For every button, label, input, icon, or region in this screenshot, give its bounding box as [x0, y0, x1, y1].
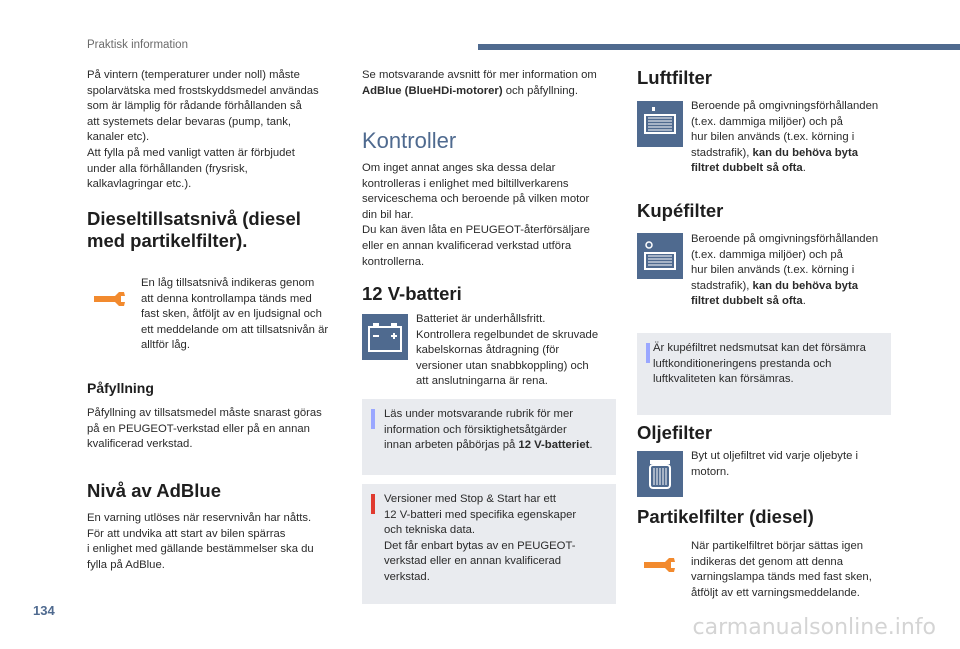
bold-text: kan du behöva byta [752, 146, 858, 159]
text-line: att denna kontrollampa tänds med [141, 292, 312, 305]
text-line [362, 84, 622, 100]
text-line: varningslampa tänds med fast sken, [691, 571, 872, 584]
text-line: att anslutningarna är rena. [416, 375, 548, 388]
text-line [384, 438, 608, 454]
kontroller-text [362, 161, 622, 270]
text-line [691, 146, 891, 162]
wrench-warning-icon [641, 556, 677, 574]
text-line: luftkvaliteten kan försämras. [653, 373, 794, 386]
page-number: 134 [33, 603, 55, 618]
heading-line: med partikelfilter). [87, 230, 248, 251]
battery-icon [362, 314, 408, 360]
text-span: innan arbeten påbörjas på [384, 439, 519, 452]
info-note-battery [362, 399, 616, 475]
kupefilter-text [691, 232, 891, 310]
text-line: motorn. [691, 465, 730, 478]
text-line: åtföljt av ett varningsmeddelande. [691, 586, 860, 599]
text-line: Läs under motsvarande rubrik för mer [384, 408, 573, 420]
text-line: Beroende på omgivningsförhållanden [691, 233, 879, 245]
text-line: din bil har. [362, 208, 414, 221]
partikelfilter-text [691, 539, 891, 601]
text-line: kontrolleras i enlighet med biltillverkarens [362, 177, 569, 190]
text-line: 12 V-batteri med specifika egenskaper [384, 508, 577, 521]
text-line: att systemets delar bevaras (pump, tank, [87, 115, 292, 128]
bold-text: AdBlue (BlueHDi-motorer) [362, 84, 503, 97]
text-line: spolarvätska med frostskyddsmedel användas [87, 84, 319, 97]
warning-note-battery [362, 484, 616, 604]
text-line: Du kan även låta en PEUGEOT-återförsäljare [362, 224, 590, 237]
text-line [691, 161, 891, 177]
refill-text [87, 406, 352, 453]
text-line: Se motsvarande avsnitt för mer information om [362, 69, 597, 81]
bold-text: filtret dubbelt så ofta [691, 295, 803, 308]
text-span: . [802, 295, 806, 308]
oljefilter-text [691, 449, 891, 480]
info-note-kupefilter [637, 333, 891, 415]
text-line: Påfyllning av tillsatsmedel måste snarast göras [87, 407, 322, 419]
cabin-filter-icon [637, 233, 683, 279]
diesel-heading [87, 208, 301, 252]
text-line: indikeras det genom att denna [691, 555, 843, 568]
header-bar [478, 44, 960, 50]
text-line: luftkonditioneringens prestanda och [653, 357, 832, 370]
text-line [691, 279, 891, 295]
text-line: i enlighet med gällande bestämmelser ska du [87, 543, 314, 556]
text-line: En låg tillsatsnivå indikeras genom [141, 277, 315, 289]
text-line: ett meddelande om att tillsatsnivån är [141, 323, 329, 336]
text-line: Byt ut oljefiltret vid varje oljebyte i [691, 450, 859, 462]
text-line: Batteriet är underhållsfritt. [416, 313, 546, 325]
text-line: kabelskornas åtdragning (för [416, 344, 560, 357]
text-span: och påfyllning. [502, 84, 578, 97]
oljefilter-heading: Oljefilter [637, 422, 713, 443]
text-line: Versioner med Stop & Start har ett [384, 493, 557, 505]
text-line: När partikelfiltret börjar sättas igen [691, 540, 864, 552]
luftfilter-text [691, 99, 891, 177]
text-line: Kontrollera regelbundet de skruvade [416, 328, 599, 341]
see-also-text [362, 68, 622, 99]
text-line: kanaler etc). [87, 131, 150, 144]
text-line: fylla på AdBlue. [87, 558, 165, 571]
text-line: Att fylla på med vanligt vatten är förbjudet [87, 146, 295, 159]
text-line: kontrollerna. [362, 255, 425, 268]
text-line: (t.ex. dammiga miljöer) och på [691, 248, 843, 261]
note-text [384, 407, 608, 454]
refill-heading: Påfyllning [87, 380, 154, 396]
air-filter-icon [637, 101, 683, 147]
text-line: alltför låg. [141, 339, 190, 352]
warning-mark-icon [371, 494, 375, 514]
text-line: Är kupéfiltret nedsmutsat kan det försämra [653, 342, 866, 354]
text-line [691, 294, 891, 310]
text-line: fast sken, åtföljt av en ljudsignal och [141, 308, 322, 321]
adblue-text [87, 511, 352, 573]
heading-line: Dieseltillsatsnivå (diesel [87, 208, 301, 229]
text-line: versioner utan snabbkoppling) och [416, 359, 589, 372]
text-line: och tekniska data. [384, 524, 476, 537]
text-line: Beroende på omgivningsförhållanden [691, 100, 879, 112]
text-line: En varning utlöses när reservnivån har nåtts. [87, 512, 312, 524]
section-title: Praktisk information [87, 39, 188, 51]
kupefilter-heading: Kupéfilter [637, 200, 724, 221]
text-line: på en PEUGEOT-verkstad eller på en annan [87, 422, 310, 435]
bold-text: 12 V-batteriet [518, 439, 590, 452]
diesel-text [141, 276, 351, 354]
text-line: För att undvika att start av bilen spärras [87, 527, 286, 540]
battery-text [416, 312, 621, 390]
text-span: stadstrafik), [691, 146, 753, 159]
intro-text [87, 68, 352, 193]
info-mark-icon [371, 409, 375, 429]
kontroller-heading: Kontroller [362, 128, 457, 153]
text-line: information och försiktighetsåtgärder [384, 423, 567, 436]
text-line: Om inget annat anges ska dessa delar [362, 162, 556, 174]
note-text [653, 341, 883, 388]
text-line: eller en annan kvalificerad verkstad utföra [362, 239, 572, 252]
battery-heading: 12 V-batteri [362, 283, 462, 304]
text-line: hur bilen används (t.ex. körning i [691, 264, 855, 277]
luftfilter-heading: Luftfilter [637, 67, 713, 88]
text-line: hur bilen används (t.ex. körning i [691, 131, 855, 144]
text-span: stadstrafik), [691, 279, 753, 292]
note-text [384, 492, 608, 586]
info-mark-icon [646, 343, 650, 363]
text-line: kvalificerad verkstad. [87, 438, 193, 451]
oil-filter-icon [637, 451, 683, 497]
text-line: serviceschema och beroende på vilken motor [362, 193, 590, 206]
wrench-warning-icon [91, 290, 127, 308]
text-line: På vintern (temperaturer under noll) måste [87, 69, 300, 81]
text-line: under alla förhållanden (frysrisk, [87, 162, 248, 175]
adblue-heading: Nivå av AdBlue [87, 480, 221, 501]
watermark: carmanualsonline.info [692, 615, 936, 640]
text-span: . [589, 439, 593, 452]
bold-text: kan du behöva byta [752, 279, 858, 292]
text-span: . [802, 162, 806, 175]
text-line: verkstad eller en annan kvalificerad [384, 555, 562, 568]
text-line: Det får enbart bytas av en PEUGEOT- [384, 539, 576, 552]
partikelfilter-heading: Partikelfilter (diesel) [637, 506, 814, 527]
text-line: kalkavlagringar etc.). [87, 178, 192, 191]
text-line: som är lämplig för rådande förhållanden så [87, 100, 302, 113]
text-line: (t.ex. dammiga miljöer) och på [691, 115, 843, 128]
bold-text: filtret dubbelt så ofta [691, 162, 803, 175]
text-line: verkstad. [384, 570, 430, 583]
